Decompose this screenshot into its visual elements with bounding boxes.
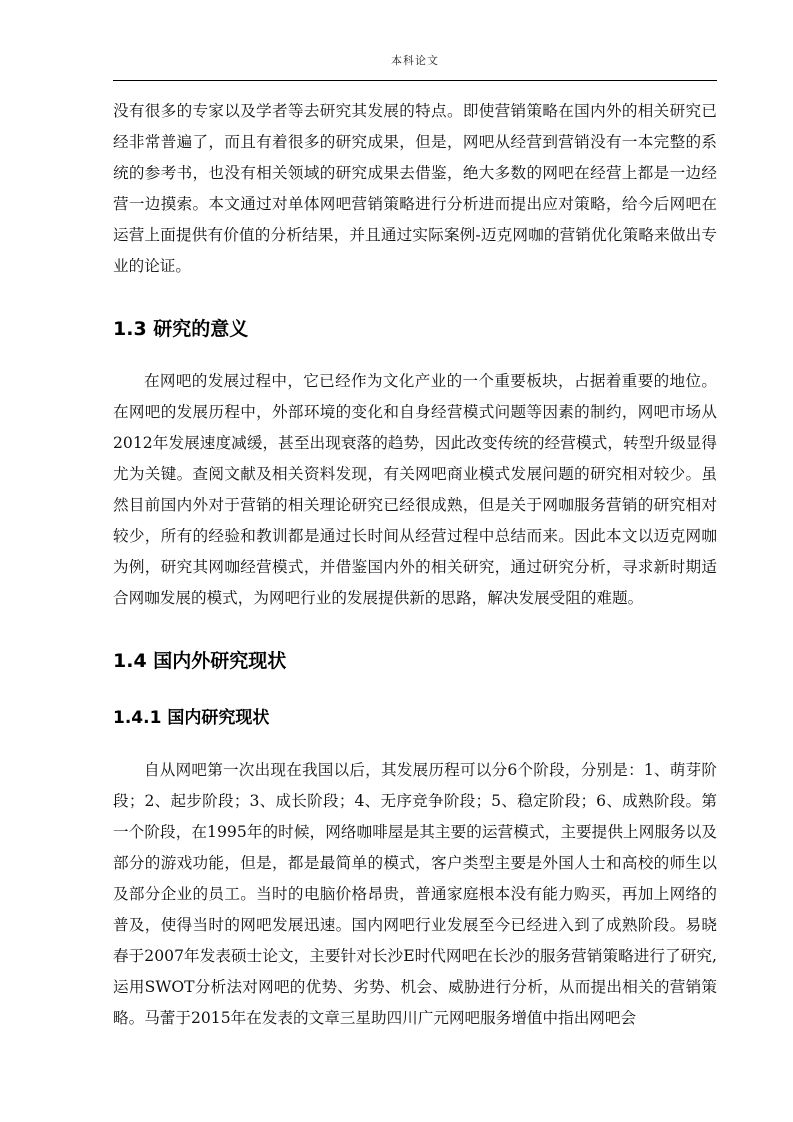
document-body: [113, 96, 717, 1034]
page-header: 本科论文: [391, 54, 439, 67]
section-heading-1-4: 1.4 国内外研究现状: [113, 650, 287, 672]
section-1-3-paragraph: 在网吧的发展过程中，它已经作为文化产业的一个重要板块，占据着重要的地位。在网吧的发展历程中，外部环境的变化和自身经营模式问题等因素的制约，网吧市场从2012年发展速度减缓，甚至出现衰落的趋势，因此改变传统的经营模式，转型升级显得尤为关键。查阅文献及相关资料发现，有关网吧商业模式发展问题的研究相对较少。虽然目前国内外对于营销的相关理论研究已经很成熟，但是关于网咖服务营销的研究相对较少，所有的经验和教训都是通过长时间从经营过程中总结而来。因此本文以迈克网咖为例，研究其网咖经营模式，并借鉴国内外的相关研究，通过研究分析，寻求新时期适合网咖发展的模式，为网吧行业的发展提供新的思路，解决发展受阻的难题。: [113, 372, 717, 607]
section-1-4-1-paragraph: 自从网吧第一次出现在我国以后，其发展历程可以分6个阶段，分别是：1、萌芽阶段；2、起步阶段；3、成长阶段；4、无序竞争阶段；5、稳定阶段；6、成熟阶段。第一个阶段，在1995年的时候，网络咖啡屋是其主要的运营模式，主要提供上网服务以及部分的游戏功能，但是，都是最简单的模式，客户类型主要是外国人士和高校的师生以及部分企业的员工。当时的电脑价格昂贵，普通家庭根本没有能力购买，再加上网络的普及，使得当时的网吧发展迅速。国内网吧行业发展至今已经进入到了成熟阶段。易晓春于2007年发表硕士论文，主要针对长沙E时代网吧在长沙的服务营销策略进行了研究,运用SWOT分析法对网吧的优势、劣势、机会、威胁进行分析，从而提出相关的营销策略。马蕾于2015年在发表的文章三星助四川广元网吧服务增值中指出网吧会: [113, 761, 717, 1027]
header-divider: [113, 80, 717, 81]
section-heading-1-3: 1.3 研究的意义: [113, 318, 249, 340]
subsection-heading-1-4-1: 1.4.1 国内研究现状: [113, 708, 270, 728]
intro-paragraph: 没有很多的专家以及学者等去研究其发展的特点。即使营销策略在国内外的相关研究已经非常普遍了，而且有着很多的研究成果，但是，网吧从经营到营销没有一本完整的系统的参考书，也没有相关领域的研究成果去借鉴，绝大多数的网吧在经营上都是一边经营一边摸索。本文通过对单体网吧营销策略进行分析进而提出应对策略，给今后网吧在运营上面提供有价值的分析结果，并且通过实际案例-迈克网咖的营销优化策略来做出专业的论证。: [113, 102, 717, 275]
